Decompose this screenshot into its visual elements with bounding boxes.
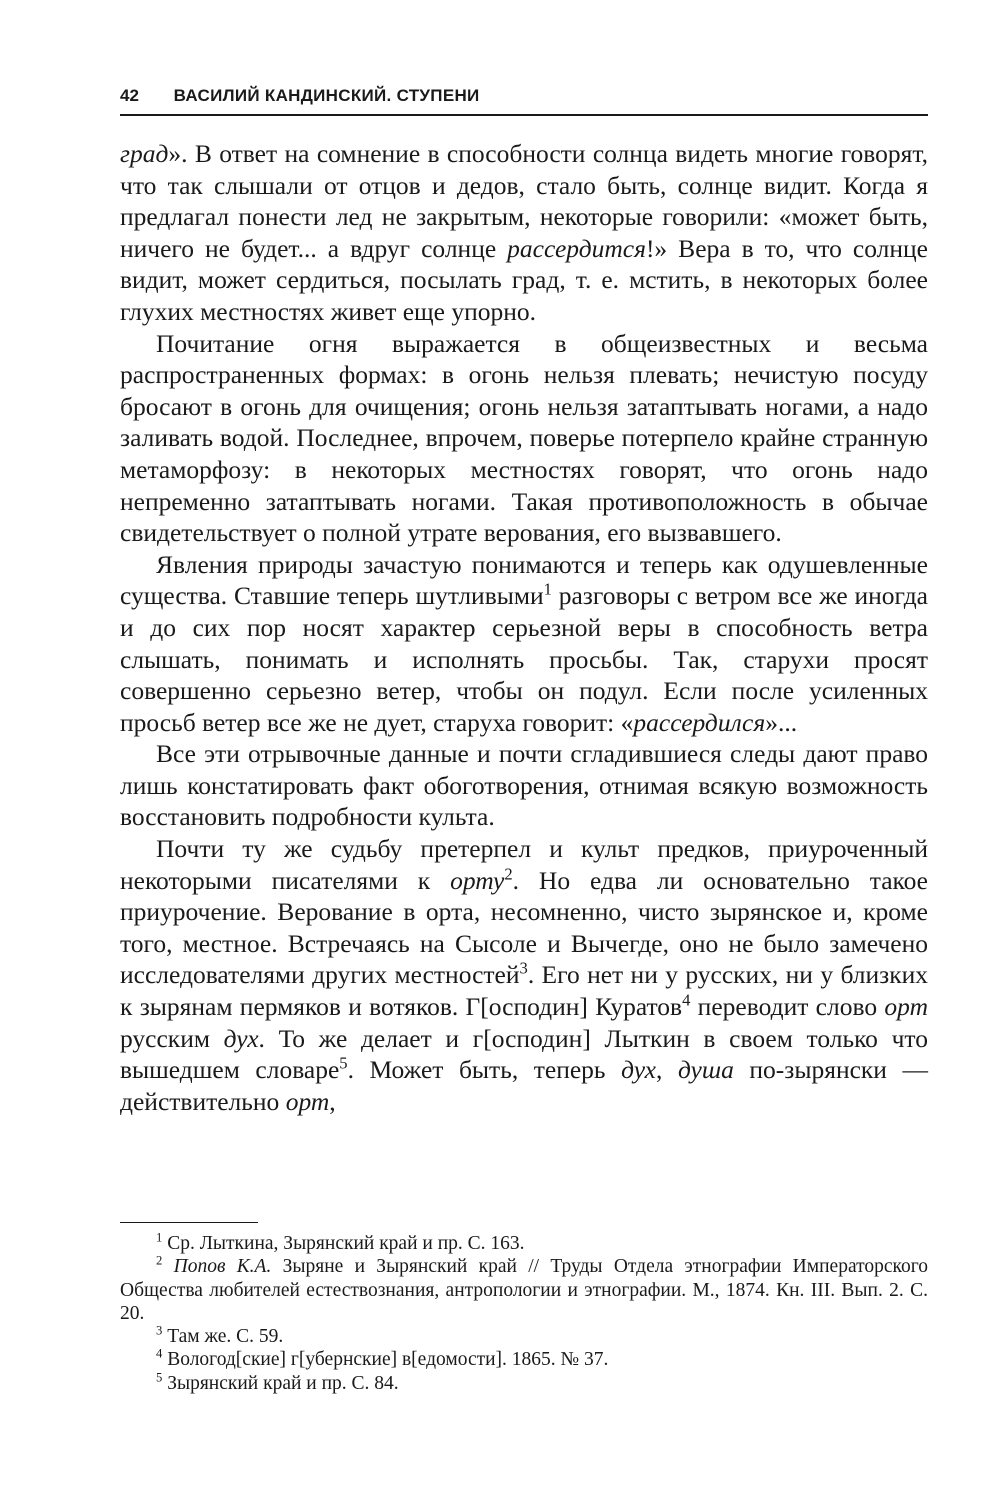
text-run: . То же делает и г[осподин] Лыткин в своем только что вышедшем словаре bbox=[120, 1023, 928, 1085]
footnote bbox=[120, 1232, 928, 1255]
text-run: Явления природы зачастую понимаются и теперь как одушевленные существа. Ставшие теперь шутливыми bbox=[120, 549, 928, 611]
footnotes bbox=[120, 1232, 928, 1395]
running-title: ВАСИЛИЙ КАНДИНСКИЙ. СТУПЕНИ bbox=[173, 86, 480, 105]
italic-text: дух bbox=[223, 1023, 259, 1053]
text-run: . Его нет ни у русских, ни у близких к зырянам пермяков и вотяков. Г[осподин] Куратов bbox=[120, 960, 929, 1022]
text-run: Ср. Лыткина, Зырянский край и пр. С. 163. bbox=[167, 1233, 525, 1254]
text-run: по-зырянски — действительно bbox=[120, 1055, 929, 1116]
text-run: ». В ответ на сомнение в способности солнца видеть многие говорят, что так слышали от отцов и дедов, стало быть, солнце видит. Когда я предлагал понести лед не закрытым, некоторые говорили: «может быть, ничего не будет... а вдруг солнце bbox=[120, 139, 928, 263]
italic-text: град bbox=[120, 139, 169, 168]
italic-text: дух bbox=[621, 1055, 656, 1085]
text-run: Там же. С. 59. bbox=[167, 1326, 284, 1348]
text-run: . Может быть, теперь bbox=[347, 1055, 622, 1085]
footnote-ref: 3 bbox=[519, 958, 528, 978]
italic-text: орт bbox=[884, 992, 928, 1022]
footnote-mark: 2 bbox=[156, 1253, 163, 1268]
paragraph bbox=[120, 549, 928, 739]
footnote-mark: 1 bbox=[156, 1230, 163, 1245]
italic-text: орт bbox=[285, 1086, 330, 1116]
text-run: »... bbox=[765, 707, 798, 737]
footnote-ref: 5 bbox=[339, 1053, 348, 1073]
text-run: Почти ту же судьбу претерпел и культ предков, приуроченный некоторыми писателями к bbox=[120, 834, 928, 895]
paragraph bbox=[120, 738, 928, 833]
footnote bbox=[120, 1348, 928, 1371]
footnote-divider bbox=[120, 1222, 258, 1223]
text-run: русским bbox=[120, 1023, 224, 1053]
footnote-ref: 4 bbox=[682, 990, 691, 1010]
text-run: . Но едва ли основательно такое приурочение. Верование в орта, несомненно, чисто зырянское и, кроме того, местное. Встречаясь на Сысоле и Вычегде, оно не было замечено исследователями других местностей bbox=[120, 865, 928, 990]
italic-text: душа bbox=[677, 1055, 734, 1085]
text-run: Зырянский край и пр. С. 84. bbox=[167, 1372, 399, 1394]
page-number: 42 bbox=[120, 86, 139, 105]
footnote bbox=[120, 1372, 928, 1395]
paragraph bbox=[120, 138, 928, 328]
text-run: переводит слово bbox=[690, 992, 885, 1022]
footnote-mark: 3 bbox=[156, 1323, 163, 1338]
footnote-mark: 4 bbox=[156, 1346, 163, 1361]
footnote-ref: 1 bbox=[543, 579, 552, 599]
text-run: Все эти отрывочные данные и почти сгладившиеся следы дают право лишь констатировать факт обоготворения, отнимая всякую возможность восстановить подробности культа. bbox=[120, 739, 928, 832]
text-run: Вологод[ские] г[убернские] в[едомости]. 1865. № 37. bbox=[167, 1349, 609, 1371]
footnote-mark: 5 bbox=[156, 1370, 163, 1385]
paragraph bbox=[120, 833, 928, 1117]
footnote-ref: 2 bbox=[504, 864, 513, 884]
footnote bbox=[120, 1255, 928, 1325]
text-run: разговоры с ветром все же иногда и до сих пор носят характер серьезной веры в способность ветра слышать, понимать и исполнять просьбы. Так, старухи просят совершенно серьезно ветер, чтобы он подул. Если после усиленных просьб ветер все же не дует, старуха говорит: « bbox=[120, 581, 929, 737]
text-run: !» Вера в то, что солнце видит, может сердиться, посылать град, т. е. мстить, в некоторых более глухих местностях живет еще упорно. bbox=[120, 233, 928, 326]
italic-text: рассердился bbox=[633, 707, 766, 737]
footnote bbox=[120, 1325, 928, 1348]
main-text bbox=[120, 138, 928, 1117]
text-run: Зыряне и Зырянский край // Труды Отдела этнографии Императорского Общества любителей естествознания, антропологии и этнографии. М., 1874. Кн. III. Вып. 2. С. 20. bbox=[120, 1256, 929, 1324]
running-head bbox=[120, 82, 928, 116]
paragraph bbox=[120, 328, 928, 549]
text-run: , bbox=[656, 1055, 678, 1085]
italic-text: рассердится bbox=[507, 233, 646, 263]
text-run: Почитание огня выражается в общеизвестных и весьма распространенных формах: в огонь нельзя плевать; нечистую посуду бросают в огонь для очищения; огонь нельзя затаптывать ногами, а надо заливать водой. Последнее, впрочем, поверье потерпело крайне странную метаморфозу: в некоторых местностях говорят, что огонь надо непременно затаптывать ногами. Такая противоположность в обычае свидетельствует о полной утрате верования, его вызвавшего. bbox=[120, 328, 928, 548]
italic-text: Попов К.А. bbox=[173, 1256, 272, 1278]
text-run: , bbox=[329, 1086, 336, 1116]
italic-text: орту bbox=[450, 865, 505, 895]
